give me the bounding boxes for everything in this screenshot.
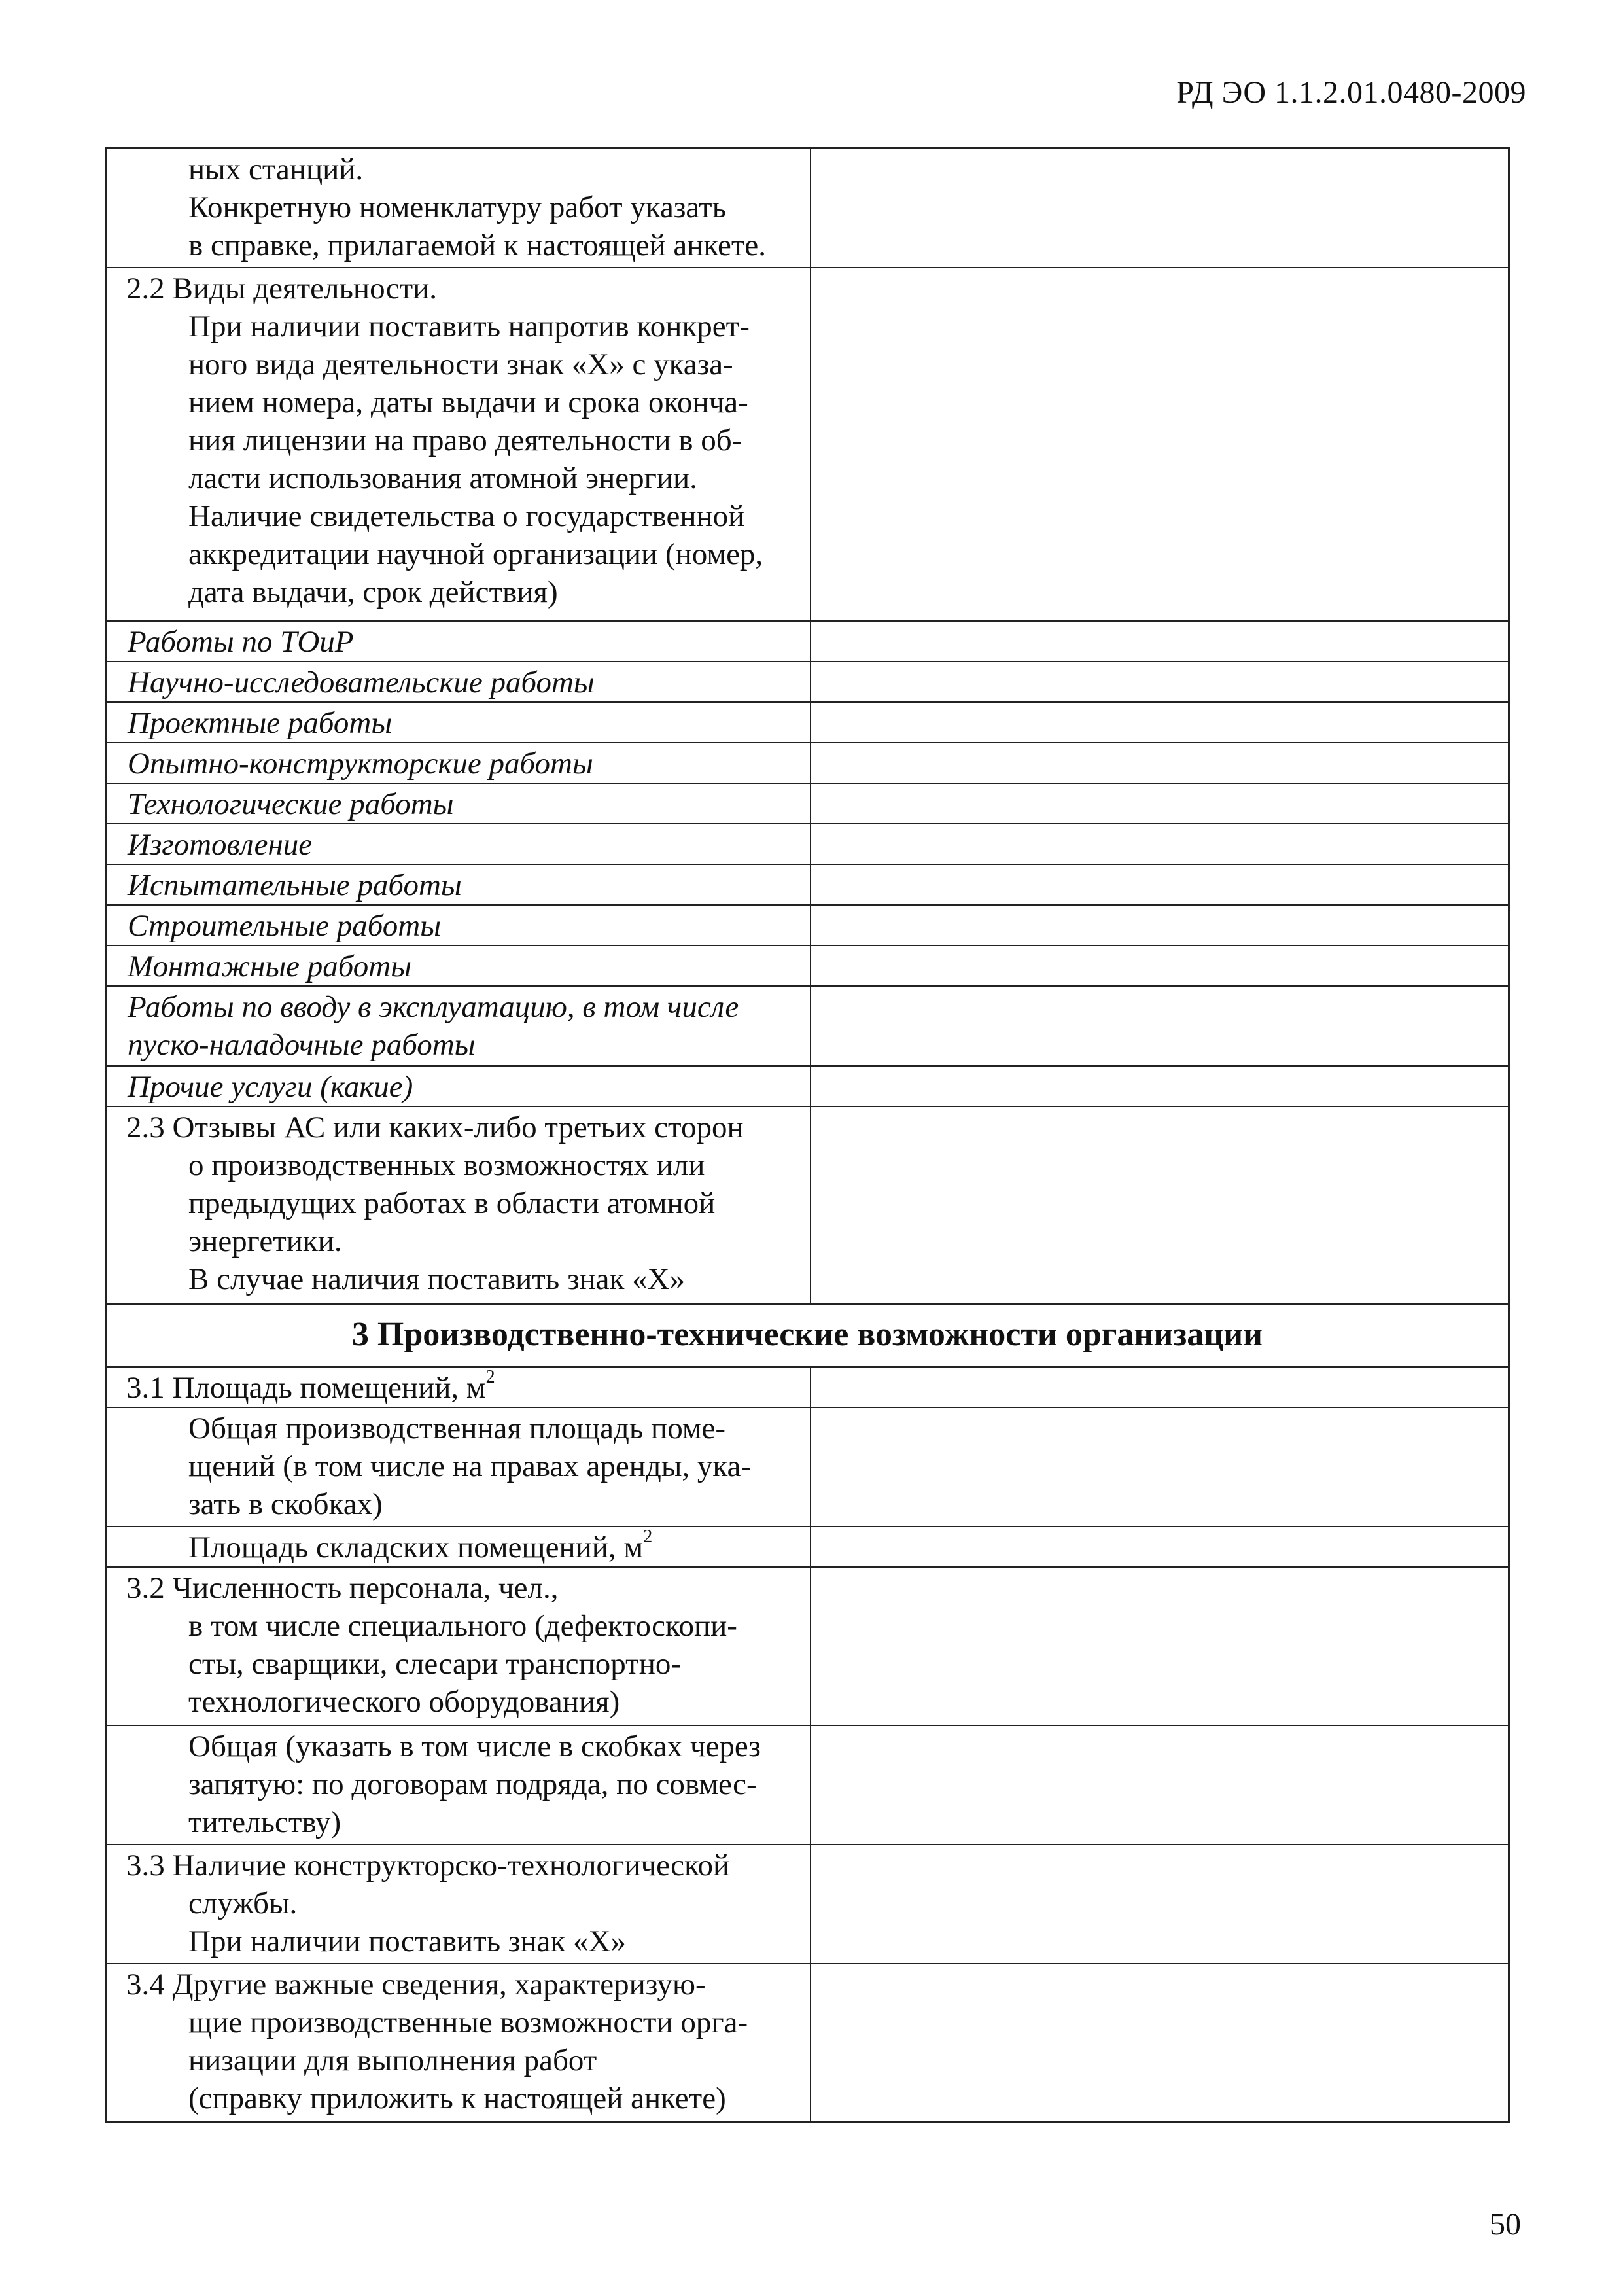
- row-text-line: ния лицензии на право деятельности в об-: [188, 423, 742, 457]
- answer-cell[interactable]: [811, 662, 1508, 701]
- answer-cell[interactable]: [811, 1726, 1508, 1844]
- answer-cell[interactable]: [811, 743, 1508, 783]
- answer-cell[interactable]: [811, 824, 1508, 864]
- table-row: [107, 1106, 1508, 1303]
- row-label: [107, 1726, 811, 1844]
- row-label: [107, 1845, 811, 1963]
- activity-row: [107, 783, 1508, 823]
- activity-label: Прочие услуги (какие): [107, 1067, 811, 1106]
- activity-row: [107, 1065, 1508, 1106]
- row-text-line: 2.2 Виды деятельности.: [126, 272, 438, 306]
- row-text-line: щений (в том числе на правах аренды, ука-: [188, 1449, 752, 1483]
- table-row: [107, 1725, 1508, 1844]
- answer-cell[interactable]: [811, 703, 1508, 742]
- activity-label: Изготовление: [107, 824, 811, 864]
- row-label: [107, 1107, 811, 1303]
- row-text-line: энергетики.: [188, 1224, 342, 1258]
- row-text-line: предыдущих работах в области атомной: [188, 1186, 716, 1220]
- row-text-line: дата выдачи, срок действия): [188, 575, 558, 609]
- row-text-line: При наличии поставить напротив конкрет-: [188, 309, 750, 344]
- answer-cell[interactable]: [811, 946, 1508, 985]
- row-text-line: о производственных возможностях или: [188, 1148, 705, 1182]
- activity-label: Научно-исследовательские работы: [107, 662, 811, 701]
- activity-row: [107, 661, 1508, 701]
- table-row: [107, 1407, 1508, 1526]
- table-row: [107, 267, 1508, 620]
- activity-row: [107, 742, 1508, 783]
- row-number: 3.1: [126, 1371, 165, 1405]
- row-text-line: в справке, прилагаемой к настоящей анкете.: [188, 228, 767, 262]
- table-row: [107, 1366, 1508, 1407]
- activity-row: [107, 823, 1508, 864]
- row-text-line: ласти использования атомной энергии.: [188, 461, 697, 495]
- row-text-line: 3.2 Численность персонала, чел.,: [126, 1571, 559, 1605]
- row-text-line: запятую: по договорам подряда, по совмес-: [188, 1767, 757, 1801]
- answer-cell[interactable]: [811, 1964, 1508, 2121]
- answer-cell[interactable]: [811, 1845, 1508, 1963]
- answer-cell[interactable]: [811, 1368, 1508, 1407]
- row-label: [107, 1964, 811, 2121]
- row-label: [107, 1368, 811, 1407]
- answer-cell[interactable]: [811, 1568, 1508, 1725]
- activity-row: [107, 945, 1508, 985]
- row-text-line: ного вида деятельности знак «Х» с указа-: [188, 347, 733, 381]
- row-text-line: службы.: [188, 1886, 298, 1920]
- row-text-line: тительству): [188, 1805, 341, 1839]
- section-heading: 3 Производственно-технические возможности организации: [107, 1303, 1508, 1366]
- row-label: [107, 1568, 811, 1725]
- row-text-line: Площадь складских помещений, $м^2$: [188, 1527, 653, 1564]
- activity-label: Технологические работы: [107, 784, 811, 823]
- row-text-line: сты, сварщики, слесари транспортно-: [188, 1647, 682, 1681]
- answer-cell[interactable]: [811, 1527, 1508, 1566]
- activity-label: Испытательные работы: [107, 865, 811, 904]
- row-label: [107, 268, 811, 620]
- row-text-line: В случае наличия поставить знак «Х»: [188, 1262, 686, 1296]
- row-text-line: 3.4 Другие важные сведения, характеризую-: [126, 1968, 706, 2002]
- answer-cell[interactable]: [811, 1107, 1508, 1303]
- activity-label-line: Работы по вводу в эксплуатацию, в том числе: [128, 990, 739, 1024]
- activity-row: [107, 904, 1508, 945]
- activity-label: Проектные работы: [107, 703, 811, 742]
- row-number: 2.3: [126, 1110, 165, 1144]
- questionnaire-table: [105, 147, 1510, 2123]
- row-text-line: Общая (указать в том числе в скобках через: [188, 1729, 761, 1763]
- page-number: 50: [1490, 2207, 1521, 2242]
- row-number: 3.4: [126, 1968, 165, 2002]
- activity-label-line: пуско-наладочные работы: [128, 1028, 476, 1062]
- row-text-line: (справку приложить к настоящей анкете): [188, 2081, 726, 2115]
- row-text-line: Общая производственная площадь поме-: [188, 1411, 726, 1445]
- activity-label: Опытно-конструкторские работы: [107, 743, 811, 783]
- row-number: 3.2: [126, 1571, 165, 1605]
- row-text-line: Конкретную номенклатуру работ указать: [188, 190, 727, 224]
- answer-cell[interactable]: [811, 1067, 1508, 1106]
- answer-cell[interactable]: [811, 906, 1508, 945]
- table-row: [107, 1844, 1508, 1963]
- activity-row: [107, 701, 1508, 742]
- row-text-line: низации для выполнения работ: [188, 2043, 597, 2077]
- row-label: [107, 1408, 811, 1526]
- row-text-line: Наличие свидетельства о государственной: [188, 499, 745, 533]
- row-text-line: 3.3 Наличие конструкторско-технологической: [126, 1848, 730, 1882]
- activity-label: [107, 987, 811, 1065]
- row-text-line: 2.3 Отзывы АС или каких-либо третьих сторон: [126, 1110, 744, 1144]
- answer-cell[interactable]: [811, 622, 1508, 661]
- activity-row: [107, 620, 1508, 661]
- activity-label: Монтажные работы: [107, 946, 811, 985]
- table-row: [107, 1526, 1508, 1566]
- row-label: [107, 149, 811, 267]
- answer-cell[interactable]: [811, 268, 1508, 620]
- answer-cell[interactable]: [811, 149, 1508, 267]
- answer-cell[interactable]: [811, 784, 1508, 823]
- row-text-line: При наличии поставить знак «Х»: [188, 1924, 626, 1958]
- table-row: [107, 149, 1508, 267]
- row-text-line: аккредитации научной организации (номер,: [188, 537, 763, 571]
- answer-cell[interactable]: [811, 865, 1508, 904]
- document-code: РД ЭО 1.1.2.01.0480-2009: [1176, 75, 1526, 110]
- activity-row: [107, 985, 1508, 1065]
- table-row: [107, 1963, 1508, 2121]
- row-label: [107, 1527, 811, 1566]
- row-text-line: технологического оборудования): [188, 1685, 620, 1719]
- row-text: Площадь помещений, м: [172, 1371, 486, 1405]
- superscript: 2: [485, 1367, 495, 1388]
- answer-cell[interactable]: [811, 1408, 1508, 1526]
- superscript: 2: [643, 1527, 653, 1547]
- table-row: [107, 1566, 1508, 1725]
- answer-cell[interactable]: [811, 987, 1508, 1065]
- row-text-line: нием номера, даты выдачи и срока оконча-: [188, 385, 748, 419]
- row-number: 2.2: [126, 272, 165, 306]
- row-text-line: в том числе специального (дефектоскопи-: [188, 1609, 737, 1643]
- row-text-line: ных станций.: [188, 152, 364, 186]
- row-number: 3.3: [126, 1848, 165, 1882]
- row-text-line: зать в скобках): [188, 1487, 383, 1521]
- row-text-line: щие производственные возможности орга-: [188, 2005, 748, 2040]
- activity-row: [107, 864, 1508, 904]
- activity-label: Работы по ТОиР: [107, 622, 811, 661]
- activity-label: Строительные работы: [107, 906, 811, 945]
